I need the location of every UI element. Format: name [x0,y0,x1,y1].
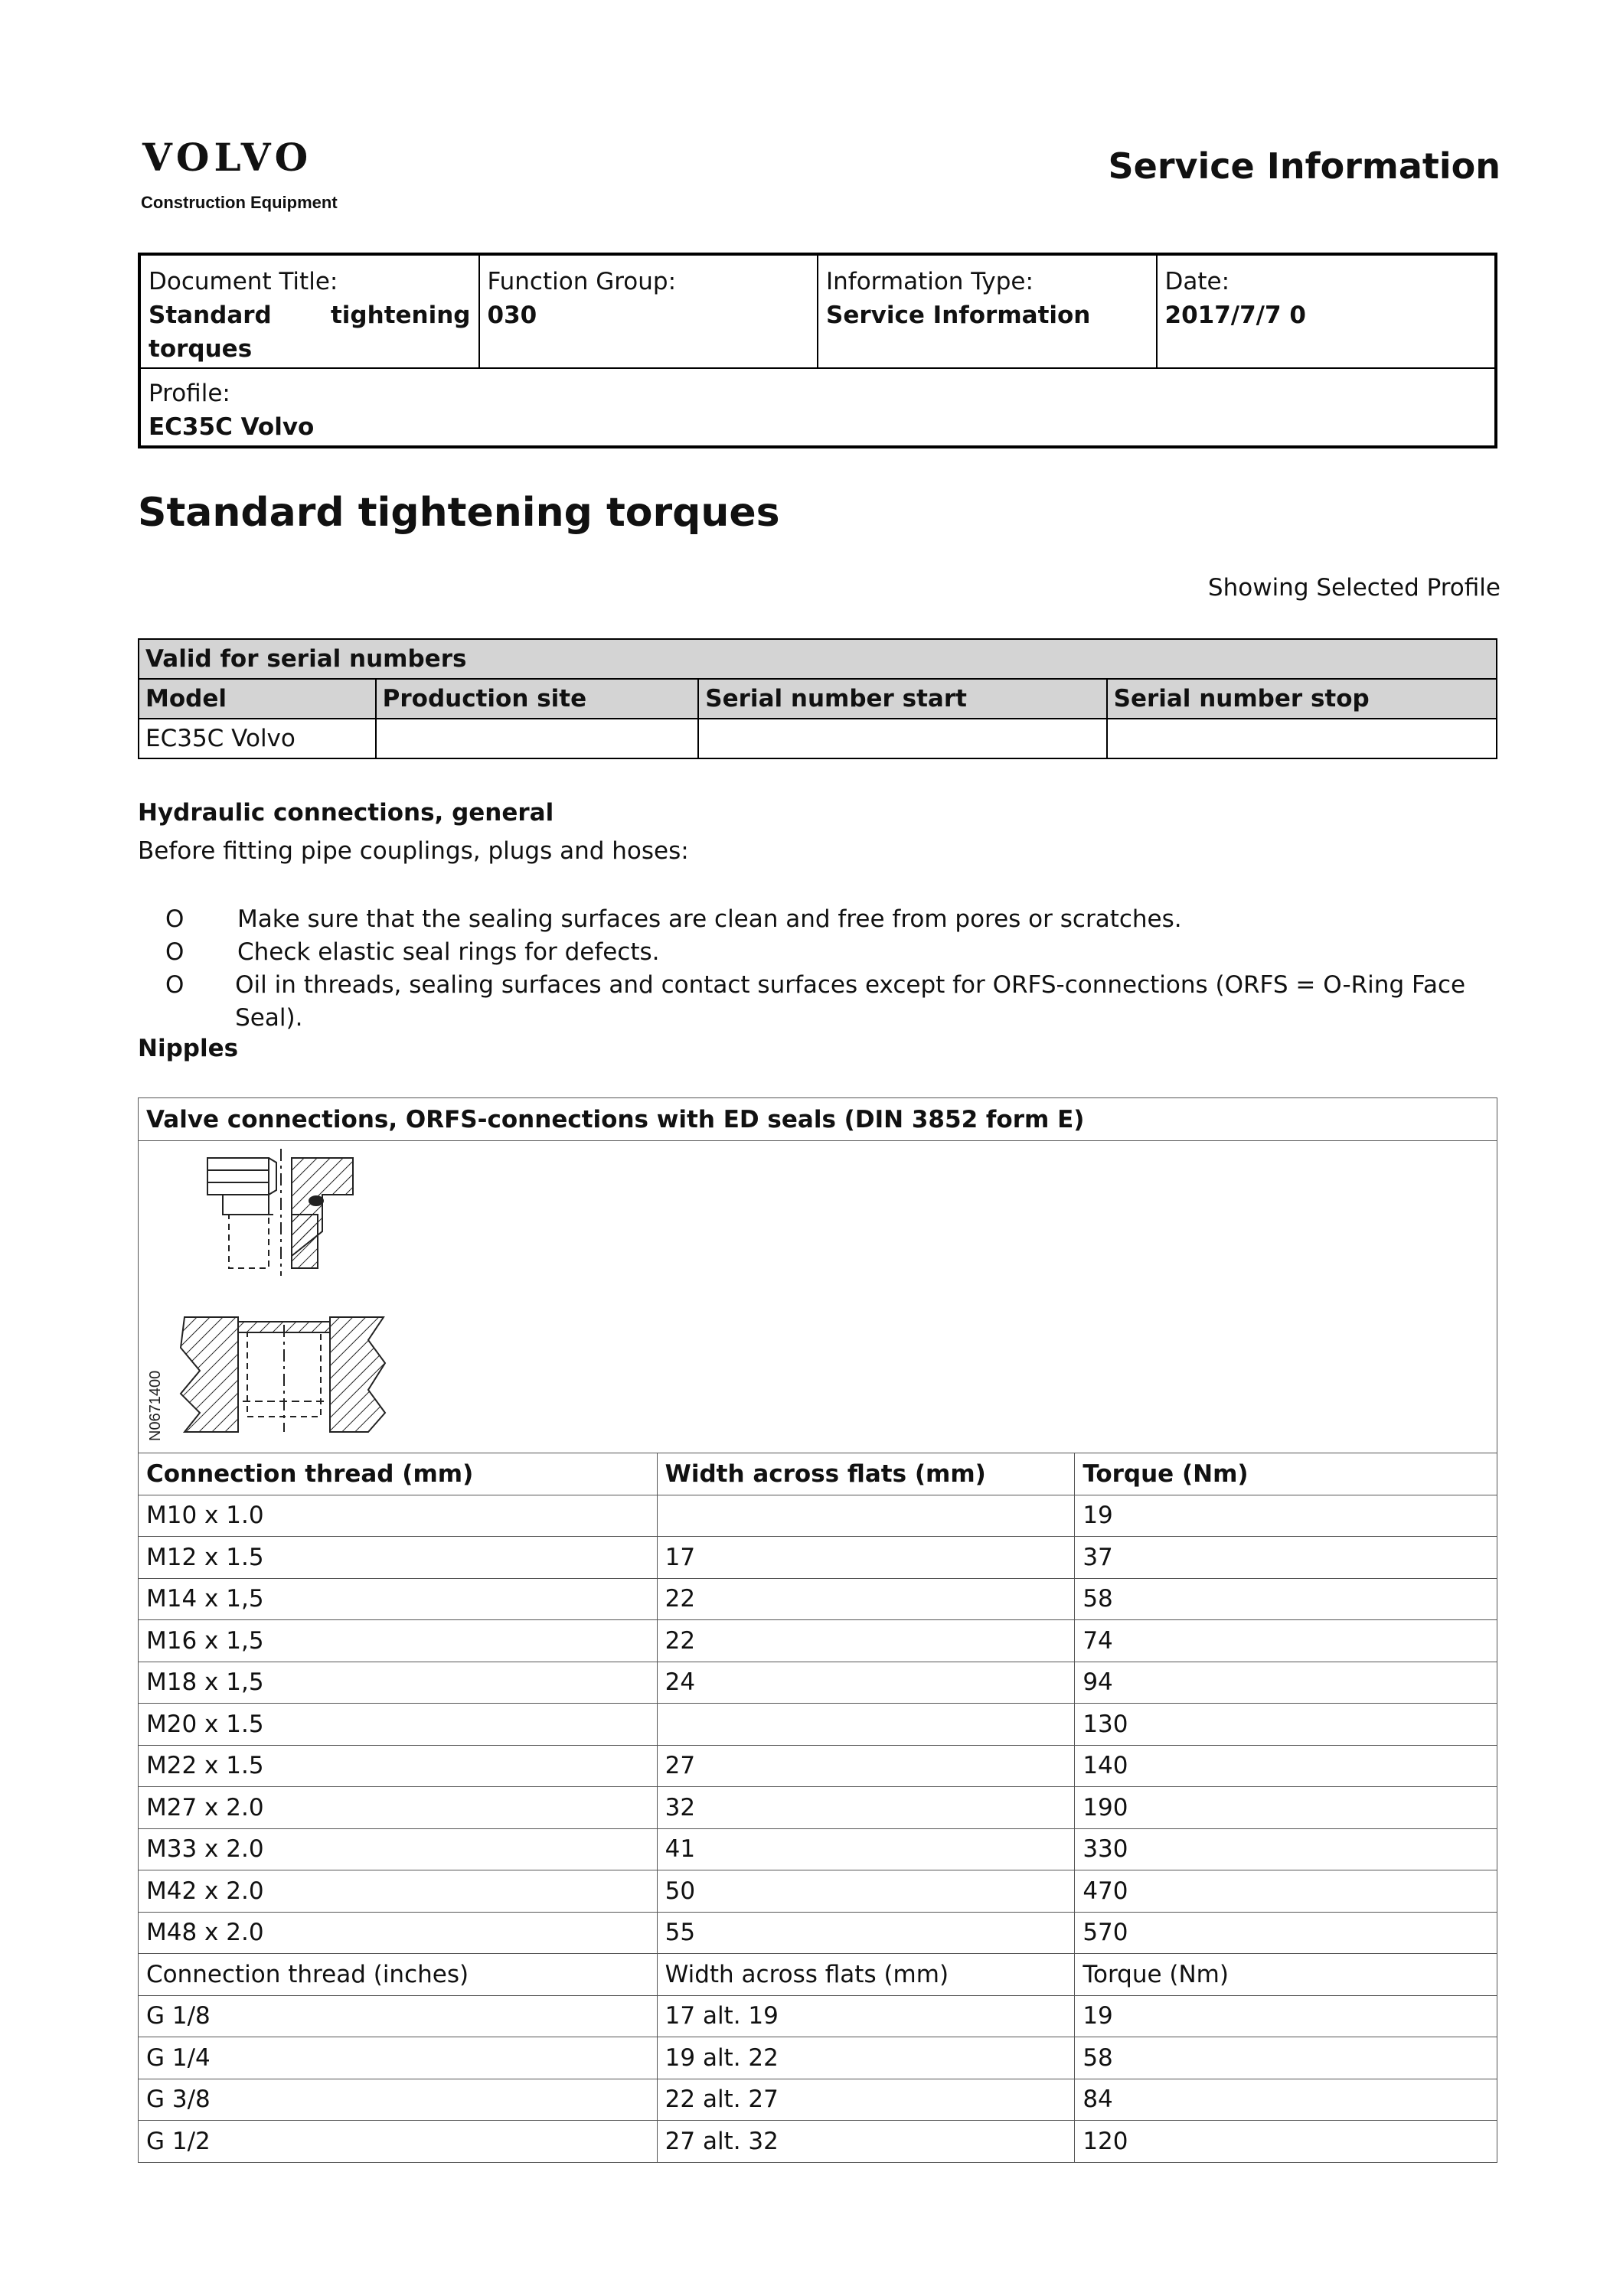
nip-cell-torque: 74 [1075,1620,1497,1662]
figure-id-label: N0671400 [147,1370,164,1441]
nip-cell-width: 22 [657,1578,1075,1620]
function-group-label: Function Group: [487,268,677,295]
nip-cell-thread: G 3/8 [139,2079,658,2121]
nip-cell-width: 41 [657,1828,1075,1870]
document-title-value: Standard tightening torques [149,302,471,363]
nip-cell-thread: Connection thread (inches) [139,1954,658,1996]
nipples-heading: Nipples [138,1035,239,1062]
nip-cell-thread: M20 x 1.5 [139,1704,658,1746]
table-row [139,1995,1497,2037]
profile-cell [141,369,1494,445]
bullet-symbol: O [165,971,185,999]
nipple-figure-cell [139,1141,1497,1453]
table-row [139,1620,1497,1662]
information-type-cell [818,256,1158,367]
nip-cell-thread: M33 x 2.0 [139,1828,658,1870]
nip-cell-thread: M12 x 1.5 [139,1537,658,1579]
nip-cell-width: 22 [657,1620,1075,1662]
table-row [139,1578,1497,1620]
hydraulic-intro: Before fitting pipe couplings, plugs and hoses: [138,837,689,865]
service-information-title: Service Information [1108,145,1501,187]
nipples-table-title: Valve connections, ORFS-connections with ED seals (DIN 3852 form E) [139,1098,1497,1141]
nip-cell-torque: 19 [1075,1995,1497,2037]
nip-cell-torque: 570 [1075,1912,1497,1954]
nip-cell-width: Width across flats (mm) [657,1954,1075,1996]
nipples-table-body [139,1495,1497,2162]
nip-cell-width [657,1495,1075,1537]
nip-cell-torque: 190 [1075,1787,1497,1829]
date-value: 2017/7/7 0 [1164,302,1306,329]
bullet-text: Make sure that the sealing surfaces are clean and free from pores or scratches. [237,905,1182,933]
page-title: Standard tightening torques [138,490,780,536]
table-row [139,1912,1497,1954]
nip-cell-torque: 84 [1075,2079,1497,2121]
list-item [138,936,1501,969]
hydraulic-heading: Hydraulic connections, general [138,799,554,827]
serial-cell-start [698,719,1106,758]
list-item [138,969,1501,1035]
nip-cell-thread: M22 x 1.5 [139,1745,658,1787]
nip-cell-torque: 37 [1075,1537,1497,1579]
bullet-text: Oil in threads, sealing surfaces and contact surfaces except for ORFS-connections (ORFS = O-Ring Face Seal). [235,971,1466,1032]
bullet-text: Check elastic seal rings for defects. [237,938,660,966]
nip-cell-thread: M18 x 1,5 [139,1662,658,1704]
table-row [139,719,1497,758]
table-row [139,1870,1497,1913]
function-group-cell [480,256,819,367]
nip-cell-torque: Torque (Nm) [1075,1954,1497,1996]
showing-profile-text: Showing Selected Profile [1207,574,1501,602]
nip-cell-torque: 330 [1075,1828,1497,1870]
logo-subtitle: Construction Equipment [141,193,338,212]
volvo-logo: VOLVO [142,135,313,180]
nip-cell-torque: 58 [1075,1578,1497,1620]
nip-cell-thread: M16 x 1,5 [139,1620,658,1662]
table-row [139,1787,1497,1829]
serial-table-title: Valid for serial numbers [139,639,1497,679]
nipples-torque-table [138,1097,1497,2163]
nip-cell-thread: G 1/4 [139,2037,658,2079]
table-row [139,2121,1497,2163]
nip-cell-width: 17 [657,1537,1075,1579]
serial-cell-production-site [376,719,699,758]
serial-header-model: Model [139,679,376,719]
nip-cell-torque: 19 [1075,1495,1497,1537]
serial-header-stop: Serial number stop [1107,679,1497,719]
table-row [139,2037,1497,2079]
serial-cell-stop [1107,719,1497,758]
nip-cell-thread: M10 x 1.0 [139,1495,658,1537]
profile-label: Profile: [149,380,230,407]
document-title-cell [141,256,480,367]
function-group-value: 030 [487,302,537,329]
bullet-symbol: O [165,938,185,966]
nip-cell-width: 50 [657,1870,1075,1913]
nip-cell-width: 32 [657,1787,1075,1829]
serial-cell-model: EC35C Volvo [139,719,376,758]
nip-header-width: Width across flats (mm) [657,1453,1075,1495]
nip-cell-width: 24 [657,1662,1075,1704]
list-item [138,903,1501,936]
table-row [139,1537,1497,1579]
date-label: Date: [1164,268,1230,295]
serial-numbers-table [138,638,1497,759]
table-row [139,1495,1497,1537]
nip-cell-torque: 470 [1075,1870,1497,1913]
nipple-cross-section-diagram [139,1141,445,1453]
table-row [139,1828,1497,1870]
nip-cell-torque: 58 [1075,2037,1497,2079]
document-title-label: Document Title: [149,268,338,295]
nip-cell-width [657,1704,1075,1746]
serial-header-start: Serial number start [698,679,1106,719]
bullet-symbol: O [165,905,185,933]
nip-cell-width: 55 [657,1912,1075,1954]
nip-cell-thread: G 1/8 [139,1995,658,2037]
hydraulic-bullet-list [138,903,1501,1035]
nip-cell-width: 27 alt. 32 [657,2121,1075,2163]
date-cell [1158,256,1495,367]
nip-cell-thread: M14 x 1,5 [139,1578,658,1620]
nip-header-thread: Connection thread (mm) [139,1453,658,1495]
nip-cell-torque: 120 [1075,2121,1497,2163]
nip-cell-width: 22 alt. 27 [657,2079,1075,2121]
table-row [139,2079,1497,2121]
information-type-label: Information Type: [826,268,1034,295]
nip-cell-torque: 130 [1075,1704,1497,1746]
nip-cell-torque: 140 [1075,1745,1497,1787]
nip-header-torque: Torque (Nm) [1075,1453,1497,1495]
table-row [139,1662,1497,1704]
serial-header-production-site: Production site [376,679,699,719]
document-info-box [138,253,1497,448]
nip-cell-thread: G 1/2 [139,2121,658,2163]
nip-cell-thread: M42 x 2.0 [139,1870,658,1913]
nip-cell-torque: 94 [1075,1662,1497,1704]
nip-cell-width: 19 alt. 22 [657,2037,1075,2079]
nip-cell-width: 17 alt. 19 [657,1995,1075,2037]
table-row [139,1704,1497,1746]
nip-cell-thread: M27 x 2.0 [139,1787,658,1829]
information-type-value: Service Information [826,302,1091,329]
nip-cell-thread: M48 x 2.0 [139,1912,658,1954]
profile-value: EC35C Volvo [149,413,315,441]
table-row [139,1954,1497,1996]
nip-cell-width: 27 [657,1745,1075,1787]
table-row [139,1745,1497,1787]
